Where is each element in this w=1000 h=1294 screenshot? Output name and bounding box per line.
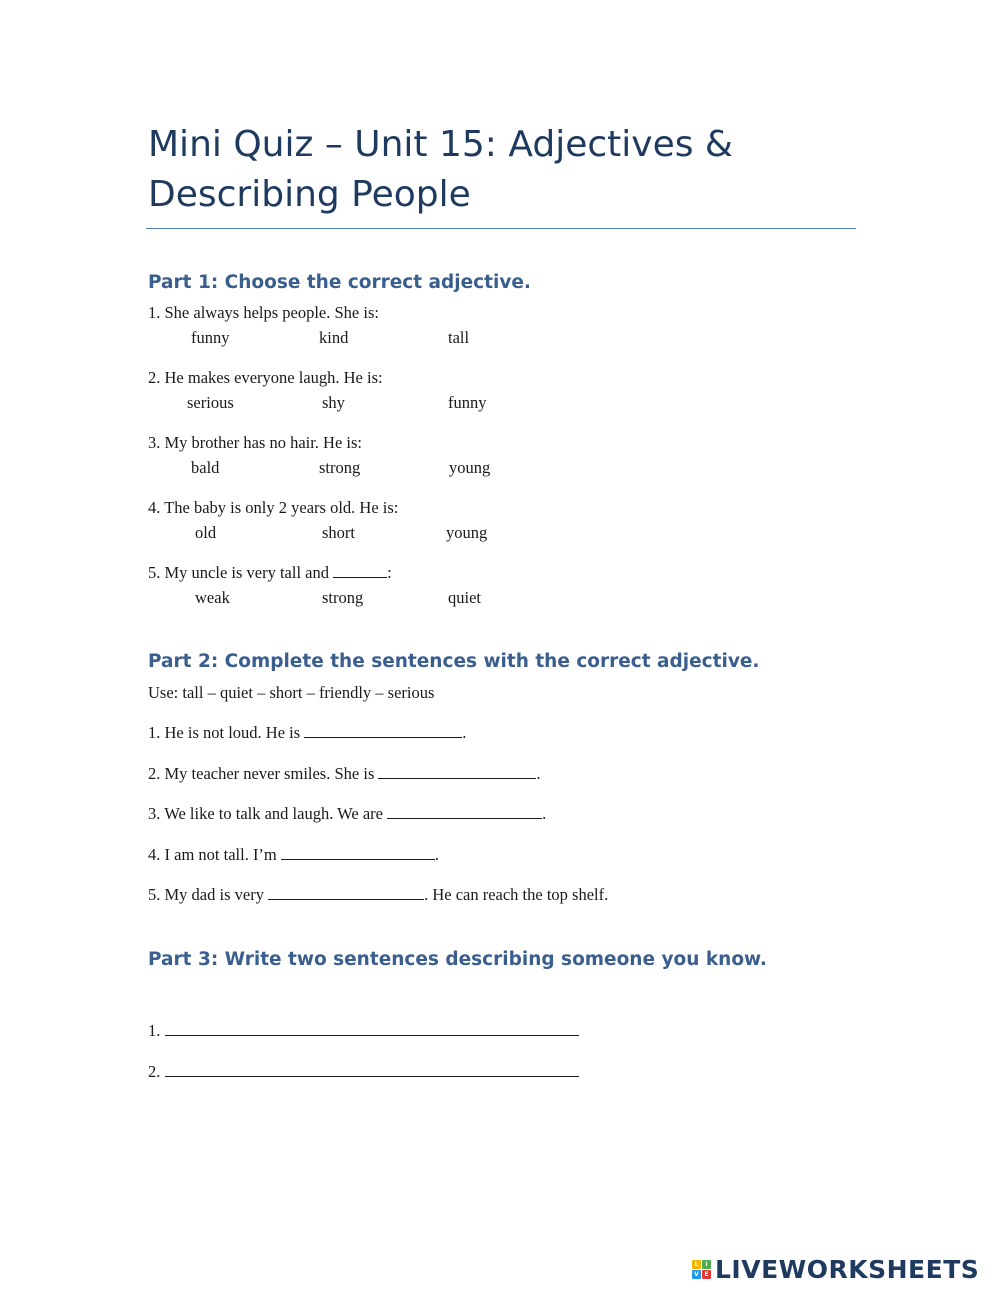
option-tall[interactable]: tall xyxy=(448,328,470,347)
word-bank: Use: tall – quiet – short – friendly – serious xyxy=(148,683,435,702)
part3-heading: Part 3: Write two sentences describing someone you know. xyxy=(148,949,767,970)
option-quiet[interactable]: quiet xyxy=(448,588,481,607)
line-number: 2. xyxy=(148,1062,161,1081)
answer-blank xyxy=(333,564,387,578)
logo-tile: V xyxy=(692,1270,701,1279)
liveworksheets-logo-icon xyxy=(692,1260,711,1279)
sentence-text: . xyxy=(536,764,541,783)
part2-sentence-5 xyxy=(148,885,608,905)
sentence-text: . xyxy=(434,845,440,864)
part2-sentence-4 xyxy=(148,845,439,865)
sentence-text: 3. We like to talk and laugh. We are xyxy=(148,804,388,823)
logo-wordmark: LIVEWORKSHEETS xyxy=(715,1254,980,1284)
sentence-text: 1. He is not loud. He is xyxy=(148,723,305,742)
option-bald[interactable]: bald xyxy=(191,458,220,477)
part2-heading: Part 2: Complete the sentences with the correct adjective. xyxy=(148,651,760,672)
title-divider xyxy=(146,228,856,229)
option-young[interactable]: young xyxy=(446,523,488,542)
page-title: Mini Quiz – Unit 15: Adjectives & Describing People xyxy=(148,124,733,215)
option-strong[interactable]: strong xyxy=(319,458,361,477)
option-weak[interactable]: weak xyxy=(195,588,230,607)
option-old[interactable]: old xyxy=(195,523,217,542)
line-number: 1. xyxy=(148,1021,161,1040)
part1-heading: Part 1: Choose the correct adjective. xyxy=(148,272,531,293)
sentence-text: 4. I am not tall. I’m xyxy=(148,845,281,864)
part3-line-2 xyxy=(148,1062,579,1082)
part2-sentence-2 xyxy=(148,764,541,784)
question-text: 5. My uncle is very tall and xyxy=(148,563,334,582)
answer-blank-input[interactable] xyxy=(378,765,536,779)
part1-question-1: 1. She always helps people. She is: xyxy=(148,303,379,322)
part2-sentence-1 xyxy=(148,723,466,743)
answer-line-input[interactable] xyxy=(165,1063,579,1077)
sentence-text: . He can reach the top shelf. xyxy=(424,885,609,904)
part3-line-1 xyxy=(148,1021,579,1041)
part1-question-4: 4. The baby is only 2 years old. He is: xyxy=(148,498,399,517)
answer-blank-input[interactable] xyxy=(304,724,462,738)
answer-blank-input[interactable] xyxy=(268,886,424,900)
option-strong[interactable]: strong xyxy=(322,588,364,607)
sentence-text: 2. My teacher never smiles. She is xyxy=(148,764,379,783)
part1-question-5 xyxy=(148,563,392,583)
liveworksheets-logo xyxy=(692,1255,979,1283)
part1-question-2: 2. He makes everyone laugh. He is: xyxy=(148,368,383,387)
question-text: : xyxy=(387,563,392,582)
part2-sentence-3 xyxy=(148,804,546,824)
logo-tile: E xyxy=(702,1270,711,1279)
option-young[interactable]: young xyxy=(449,458,491,477)
option-shy[interactable]: shy xyxy=(322,393,345,412)
sentence-text: . xyxy=(542,804,547,823)
option-short[interactable]: short xyxy=(322,523,355,542)
logo-tile: I xyxy=(702,1260,711,1269)
logo-tile: L xyxy=(692,1260,701,1269)
sentence-text: 5. My dad is very xyxy=(148,885,269,904)
option-funny[interactable]: funny xyxy=(191,328,230,347)
option-kind[interactable]: kind xyxy=(319,328,349,347)
part1-question-3: 3. My brother has no hair. He is: xyxy=(148,433,363,452)
answer-line-input[interactable] xyxy=(165,1022,579,1036)
option-funny[interactable]: funny xyxy=(448,393,487,412)
answer-blank-input[interactable] xyxy=(387,805,542,819)
option-serious[interactable]: serious xyxy=(187,393,234,412)
answer-blank-input[interactable] xyxy=(281,846,435,860)
sentence-text: . xyxy=(462,723,467,742)
